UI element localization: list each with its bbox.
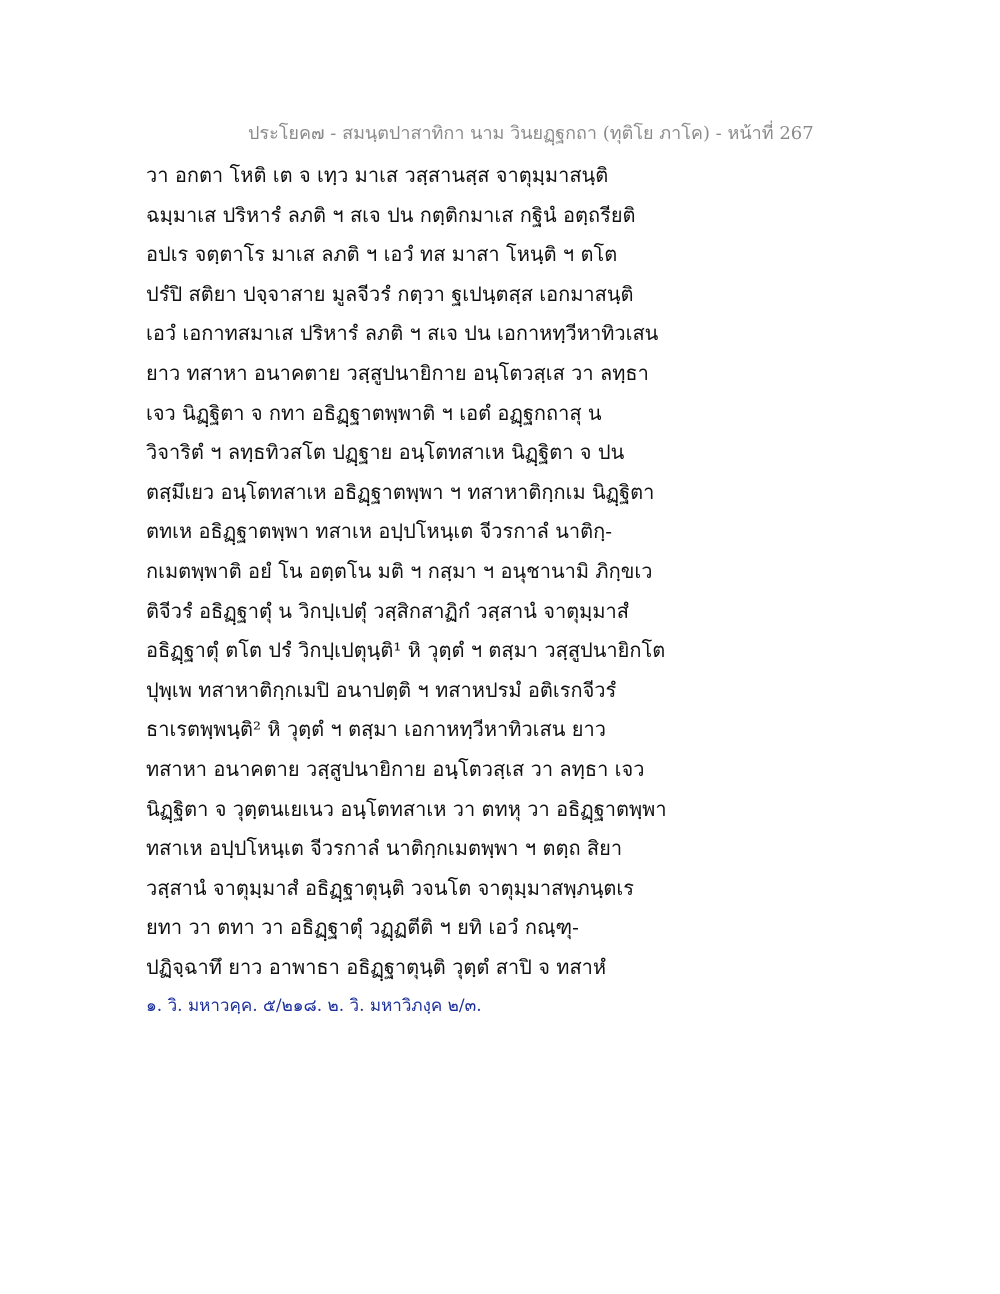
text-line: วิจาริตํ ฯ ลทฺธทิวสโต ปฏฺฐาย อนฺโตทสาเห นิฏฺฐิตา จ ปน <box>146 440 625 465</box>
page-header: ประโยค๗ - สมนฺตปาสาทิกา นาม วินยฏฺฐกถา (ทุติโย ภาโค) - หน้าที่ 267 <box>248 123 814 144</box>
text-line: ตทเห อธิฏฺฐาตพฺพา ทสาเห อปฺปโหนฺเต จีวรกาลํ นาติกฺ- <box>146 519 612 544</box>
text-line: เอวํ เอกาทสมาเส ปริหารํ ลภติ ฯ สเจ ปน เอกาหทฺวีหาทิวเสน <box>146 321 659 346</box>
text-line: อปเร จตฺตาโร มาเส ลภติ ฯ เอวํ ทส มาสา โหนฺติ ฯ ตโต <box>146 242 618 267</box>
text-line: ยาว ทสาหา อนาคตาย วสฺสูปนายิกาย อนฺโตวสฺเส วา ลทฺธา <box>146 360 649 385</box>
text-line: กเมตพฺพาติ อยํ โน อตฺตโน มติ ฯ กสฺมา ฯ อนุชานามิ ภิกฺขเว <box>146 558 653 583</box>
text-line: นิฏฺฐิตา จ วุตฺตนเยเนว อนฺโตทสาเห วา ตทหุ วา อธิฏฺฐาตพฺพา <box>146 796 667 821</box>
text-line: เจว นิฏฺฐิตา จ กทา อธิฏฺฐาตพฺพาติ ฯ เอตํ อฏฺฐกถาสุ น <box>146 400 602 425</box>
text-line: ฉมฺมาเส ปริหารํ ลภติ ฯ สเจ ปน กตฺติกมาเส กฐินํ อตฺถรียติ <box>146 202 636 227</box>
footnote: ๑. วิ. มหาวคฺค. ๕/๒๑๘. ๒. วิ. มหาวิภงฺค ๒/๓. <box>146 996 482 1016</box>
text-line: ธาเรตพฺพนฺติ² หิ วุตฺตํ ฯ ตสฺมา เอกาหทฺวีหาทิวเสน ยาว <box>146 717 606 742</box>
text-line: ปรํปิ สติยา ปจฺจาสาย มูลจีวรํ กตฺวา ฐเปนฺตสฺส เอกมาสนฺติ <box>146 281 634 306</box>
text-line: ทสาเห อปฺปโหนฺเต จีวรกาลํ นาติกฺกเมตพฺพา ฯ ตตฺถ สิยา <box>146 836 623 861</box>
text-line: วสฺสานํ จาตุมฺมาสํ อธิฏฺฐาตุนฺติ วจนโต จาตุมฺมาสพฺภนฺตเร <box>146 875 634 900</box>
text-line: วา อกตา โหติ เต จ เทฺว มาเส วสฺสานสฺส จาตุมฺมาสนฺติ <box>146 163 609 187</box>
text-line: ทสาหา อนาคตาย วสฺสูปนายิกาย อนฺโตวสฺเส วา ลทฺธา เจว <box>146 756 645 781</box>
text-line: ตสฺมึเยว อนฺโตทสาเห อธิฏฺฐาตพฺพา ฯ ทสาหาติกฺกเม นิฏฺฐิตา <box>146 479 655 504</box>
body-text <box>146 156 746 987</box>
text-line: ติจีวรํ อธิฏฺฐาตุํ น วิกปฺเปตุํ วสฺสิกสาฏิกํ วสฺสานํ จาตุมฺมาสํ <box>146 598 629 623</box>
text-line: อธิฏฺฐาตุํ ตโต ปรํ วิกปฺเปตุนฺติ¹ หิ วุตฺตํ ฯ ตสฺมา วสฺสูปนายิกโต <box>146 638 666 663</box>
text-line: ปฏิจฺฉาทึ ยาว อาพาธา อธิฏฺฐาตุนฺติ วุตฺตํ สาปิ จ ทสาหํ <box>146 954 607 979</box>
text-line: ยทา วา ตทา วา อธิฏฺฐาตุํ วฏฺฏตีติ ฯ ยทิ เอวํ กณฺฑุ- <box>146 915 579 940</box>
text-line: ปุพฺเพ ทสาหาติกฺกเมปิ อนาปตฺติ ฯ ทสาหปรมํ อติเรกจีวรํ <box>146 677 617 702</box>
